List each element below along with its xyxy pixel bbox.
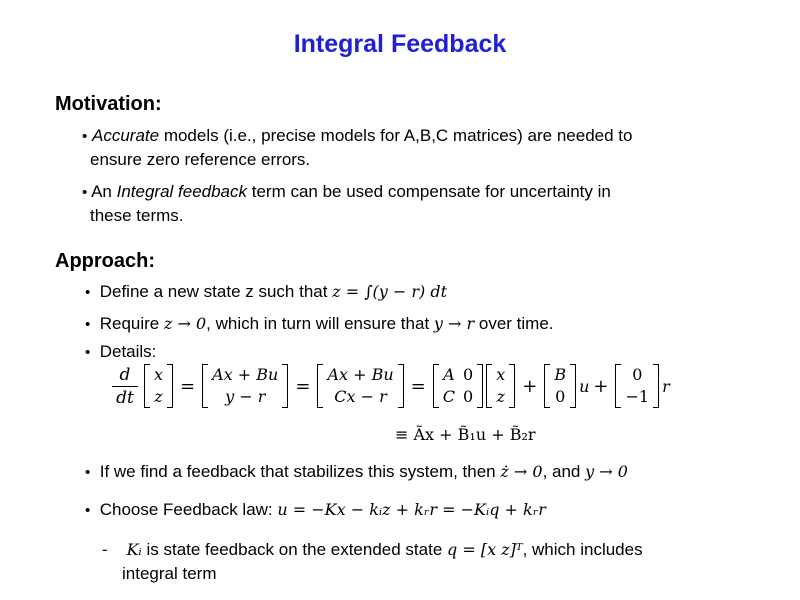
derivative-operator: $\frac{d}{dt}$ [112, 365, 138, 408]
em-integral-feedback: Integral feedback [116, 182, 248, 201]
approach-b5-pre: Choose Feedback law: [99, 500, 278, 519]
bullet-dot: • [82, 128, 88, 145]
approach-sub-line1b: , which includes [522, 540, 643, 559]
equals-sign: = [295, 375, 311, 397]
approach-b4-mid: , and [542, 462, 586, 481]
plus-sign: + [522, 375, 538, 397]
motivation-b1-line2: ensure zero reference errors. [90, 150, 311, 169]
math-q-def: q = [x z]ᵀ [447, 540, 523, 559]
motivation-b1-line1: models (i.e., precise models for A,B,C matrices) are needed to [159, 126, 633, 145]
math-z-to-0: z → 0 [163, 314, 207, 333]
approach-b2-pre: Require [99, 314, 164, 333]
reference-r: r [662, 376, 670, 396]
matrix-b1-tilde: B 0 [544, 364, 576, 408]
approach-heading: Approach: [55, 250, 155, 272]
bullet-dot: • [85, 284, 91, 301]
bullet-dot: • [85, 316, 91, 333]
motivation-b2-line1: term can be used compensate for uncertainty in [247, 182, 611, 201]
sub-dash: - [102, 540, 108, 559]
matrix-dynamics-1: Ax + Bu y − r [202, 364, 288, 408]
motivation-b2-pre: An [91, 182, 117, 201]
bullet-dot: • [82, 184, 88, 201]
approach-bullet-1 [85, 280, 447, 305]
matrix-b2-tilde: 0 −1 [615, 364, 659, 408]
approach-bullet-2 [85, 312, 554, 337]
approach-bullet-5 [85, 498, 546, 523]
plus-sign: + [593, 375, 609, 397]
bullet-dot: • [85, 344, 91, 361]
approach-b2-mid: , which in turn will ensure that [206, 314, 434, 333]
approach-b2-post: over time. [474, 314, 554, 333]
math-zdot-to-0: ż → 0 [500, 462, 543, 481]
matrix-xz-vector: x z [486, 364, 515, 408]
matrix-a-tilde: A 0 C 0 [433, 364, 483, 408]
state-equation [112, 360, 670, 412]
equals-sign: = [410, 375, 426, 397]
math-y-to-r: y → r [433, 314, 475, 333]
motivation-bullet-1 [82, 124, 632, 149]
approach-bullet-4 [85, 460, 628, 485]
approach-b1-text: Define a new state z such that [99, 282, 333, 301]
approach-sub-line2: integral term [122, 564, 217, 583]
math-y-to-0: y → 0 [585, 462, 628, 481]
approach-subbullet [102, 538, 643, 562]
input-u: u [579, 376, 590, 396]
equation-compact-form: ≡ Ãx + B̃₁u + B̃₂r [395, 425, 536, 444]
approach-b3-text: Details: [99, 342, 157, 361]
em-accurate: Accurate [92, 126, 160, 145]
bullet-dot: • [85, 464, 91, 481]
math-ki: Kᵢ [126, 540, 142, 559]
approach-b4-pre: If we find a feedback that stabilizes this system, then [99, 462, 501, 481]
matrix-dynamics-2: Ax + Bu Cx − r [317, 364, 403, 408]
motivation-b2-line2: these terms. [90, 206, 184, 225]
approach-sub-line1: is state feedback on the extended state [141, 540, 448, 559]
matrix-state-vector: x z [144, 364, 173, 408]
equals-sign: = [180, 375, 196, 397]
math-z-def: z = ∫(y − r) dt [332, 282, 448, 301]
slide-title: Integral Feedback [293, 30, 507, 58]
motivation-bullet-2 [82, 180, 611, 205]
bullet-dot: • [85, 502, 91, 519]
math-feedback-law: u = −Kx − kᵢz + kᵣr = −Kᵢq + kᵣr [277, 500, 546, 519]
motivation-heading: Motivation: [55, 93, 162, 115]
